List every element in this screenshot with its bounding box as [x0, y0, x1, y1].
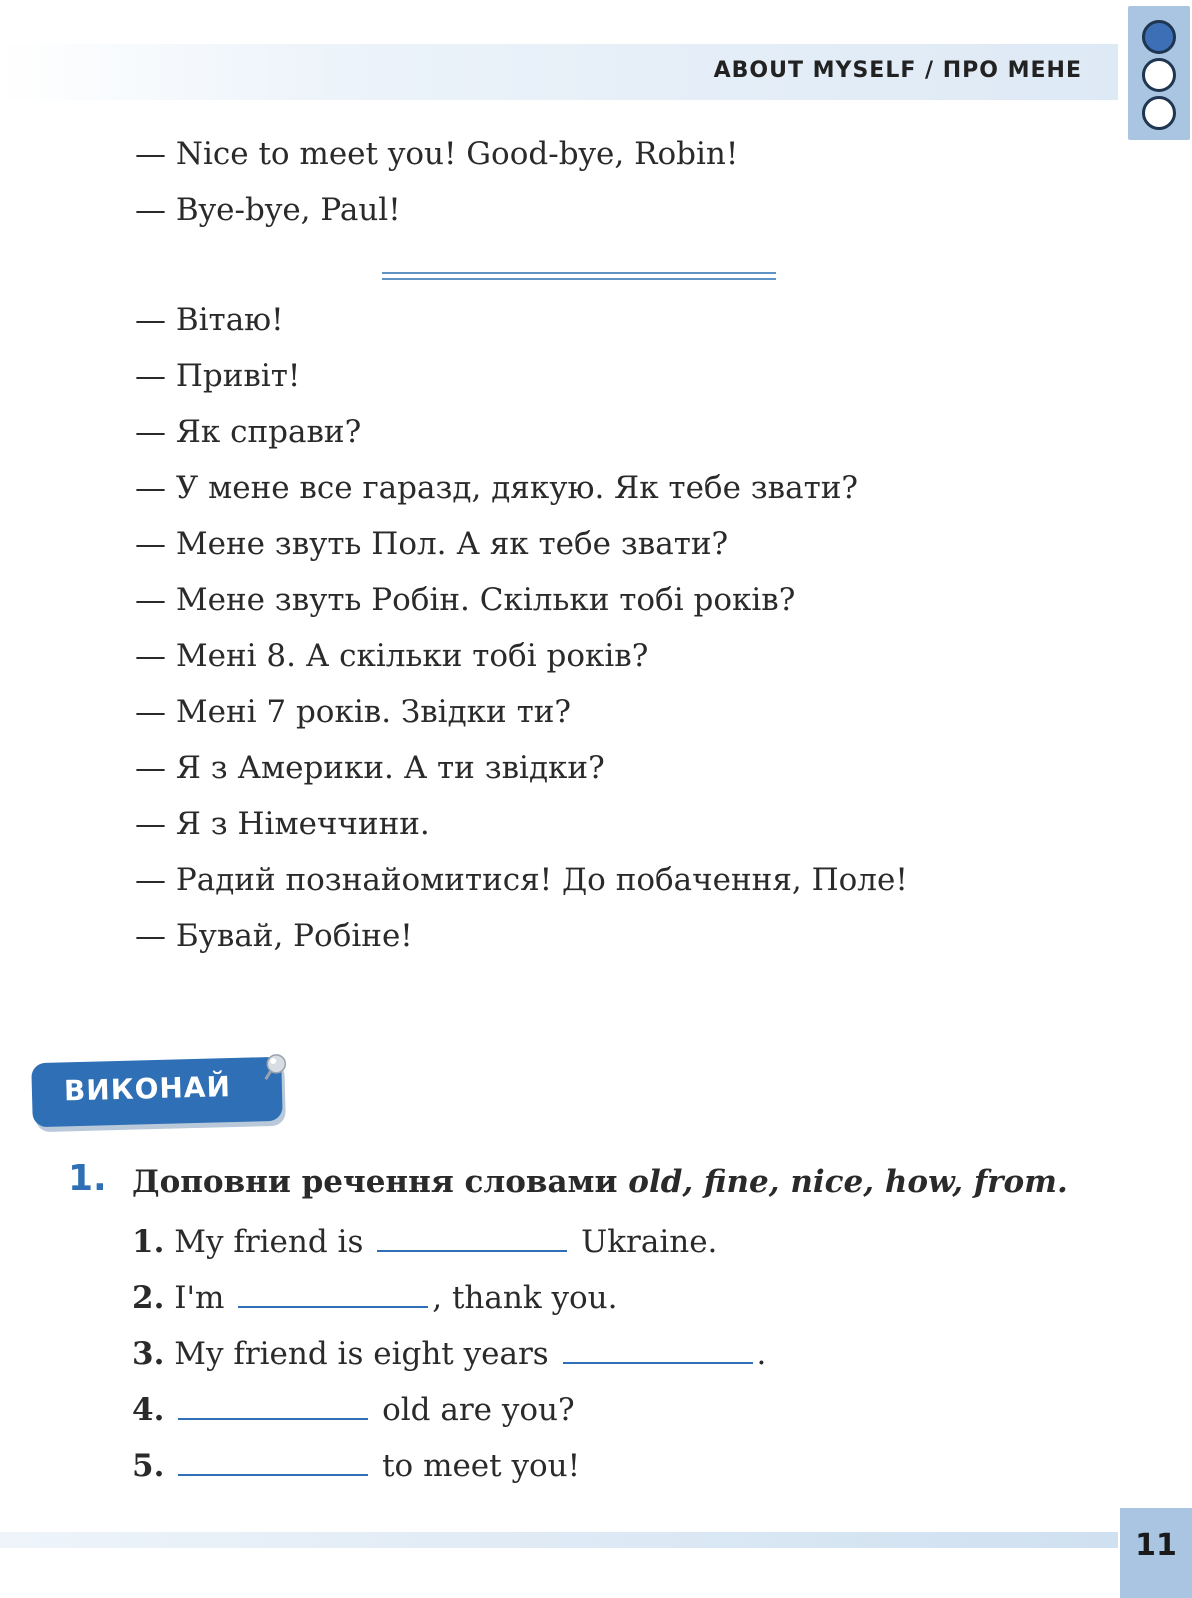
divider: [382, 278, 776, 280]
dialogue-line: — Радий познайомитися! До побачення, Поле!: [135, 862, 908, 898]
dialogue-line: — Nice to meet you! Good-bye, Robin!: [135, 136, 739, 172]
task-instruction-text: Доповни речення словами: [132, 1164, 618, 1200]
exercise-number: 2.: [132, 1280, 165, 1316]
task-number: 1.: [68, 1158, 107, 1199]
dialogue-line: — Привіт!: [135, 358, 301, 394]
dialogue-line: — У мене все гаразд, дякую. Як тебе звати?: [135, 470, 859, 506]
dialogue-line: — Мені 8. А скільки тобі років?: [135, 638, 649, 674]
pin-icon: [259, 1053, 290, 1084]
footer-band: [0, 1532, 1118, 1548]
exercise-text-after: , thank you.: [432, 1280, 618, 1316]
dialogue-line: — Як справи?: [135, 414, 362, 450]
exercise-text-before: I'm: [174, 1280, 225, 1316]
exercise-number: 4.: [132, 1392, 165, 1428]
answer-blank[interactable]: [178, 1444, 368, 1476]
dialogue-line: — Бувай, Робіне!: [135, 918, 413, 954]
exercise-text-before: My friend is: [174, 1224, 364, 1260]
answer-blank[interactable]: [377, 1220, 567, 1252]
exercise-item: [132, 1444, 580, 1484]
page-number: 11: [1135, 1528, 1177, 1563]
section-title: ABOUT MYSELF / ПРО МЕНЕ: [713, 58, 1082, 83]
progress-dot-filled-icon: [1142, 20, 1176, 54]
progress-dot-empty-icon: [1142, 58, 1176, 92]
exercise-item: [132, 1388, 575, 1428]
exercise-number: 5.: [132, 1448, 165, 1484]
dialogue-line: — Bye-bye, Paul!: [135, 192, 401, 228]
task-badge-label: ВИКОНАЙ: [63, 1070, 232, 1108]
task-badge: [31, 1057, 283, 1128]
answer-blank[interactable]: [178, 1388, 368, 1420]
exercise-text-before: My friend is eight years: [174, 1336, 549, 1372]
exercise-text-after: Ukraine.: [581, 1224, 718, 1260]
exercise-number: 3.: [132, 1336, 165, 1372]
dialogue-line: — Вітаю!: [135, 302, 284, 338]
task-instruction: [132, 1164, 1068, 1200]
divider: [382, 272, 776, 274]
dialogue-line: — Мене звуть Пол. А як тебе звати?: [135, 526, 729, 562]
exercise-item: [132, 1276, 617, 1316]
progress-dot-empty-icon: [1142, 96, 1176, 130]
page-number-box: [1120, 1508, 1192, 1598]
progress-dots-panel: [1128, 6, 1190, 140]
task-words: old, fine, nice, how, from.: [628, 1164, 1068, 1200]
exercise-text-after: old are you?: [382, 1392, 575, 1428]
exercise-item: [132, 1220, 717, 1260]
dialogue-line: — Я з Америки. А ти звідки?: [135, 750, 605, 786]
answer-blank[interactable]: [238, 1276, 428, 1308]
exercise-text-after: to meet you!: [382, 1448, 581, 1484]
dialogue-line: — Мені 7 років. Звідки ти?: [135, 694, 571, 730]
exercise-text-after: .: [756, 1336, 767, 1372]
answer-blank[interactable]: [563, 1332, 753, 1364]
exercise-number: 1.: [132, 1224, 165, 1260]
dialogue-line: — Я з Німеччини.: [135, 806, 430, 842]
dialogue-line: — Мене звуть Робін. Скільки тобі років?: [135, 582, 796, 618]
exercise-item: [132, 1332, 766, 1372]
